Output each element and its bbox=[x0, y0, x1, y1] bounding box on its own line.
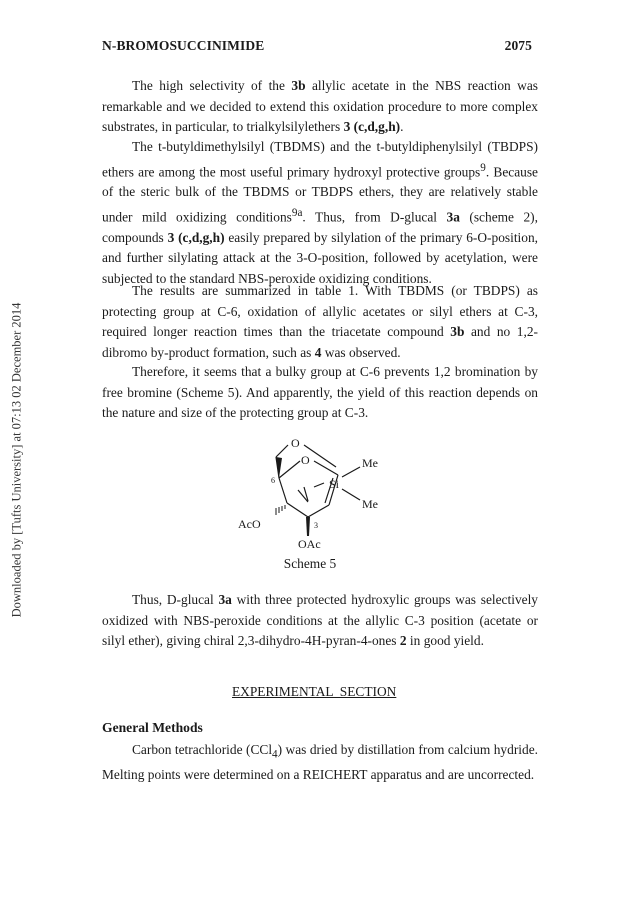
label-c6: 6 bbox=[271, 476, 275, 485]
p2-ref-3a: 3a bbox=[446, 209, 460, 225]
bond-si-me-top bbox=[342, 467, 360, 477]
scheme-caption: Scheme 5 bbox=[283, 556, 337, 571]
label-o-bridge: O bbox=[291, 436, 300, 450]
paragraph-2 bbox=[102, 137, 538, 289]
label-si: Si bbox=[329, 477, 340, 491]
paragraph-5 bbox=[102, 590, 538, 652]
hashed-bond-c4-oac bbox=[276, 505, 285, 515]
p3-text-e: was observed. bbox=[321, 344, 401, 360]
p2-text-g: easily prepared by silylation of the primary 6-O-position, and further silylating attack at the 3-O-position, followed by acetylation, were subjected to the standard NBS-peroxide oxidizing conditions. bbox=[102, 229, 538, 286]
p5-text-e: in good yield. bbox=[406, 633, 484, 648]
running-header bbox=[102, 38, 532, 54]
scheme-5-structure bbox=[228, 435, 398, 550]
paragraph-4 bbox=[102, 362, 538, 424]
wedge-bond-c3-oac bbox=[306, 517, 310, 536]
p5-ref-3a: 3a bbox=[218, 592, 232, 607]
bond-c4-c5 bbox=[279, 478, 287, 503]
gm-text-a: Carbon tetrachloride (CCl bbox=[132, 742, 273, 757]
p2-citation-9a: 9a bbox=[291, 206, 303, 219]
p1-text-a: The high selectivity of the bbox=[132, 78, 292, 93]
p3-ref-3b: 3b bbox=[450, 324, 465, 339]
label-c3: 3 bbox=[314, 521, 318, 530]
p2-text-b: . Because of the steric bulk of the TBDMS or TBDPS ethers, they are relatively stable under mild oxidizing conditions bbox=[102, 163, 539, 225]
label-me-top: Me bbox=[362, 456, 378, 470]
p4-text: Therefore, it seems that a bulky group at C-6 prevents 1,2 bromination by free bromine (Scheme 5). And apparently, the yield of this reaction depends on the nature and size of the protecting group at C-3. bbox=[102, 364, 538, 420]
general-methods-paragraph bbox=[102, 740, 538, 786]
bond-c5-o5 bbox=[279, 461, 300, 478]
p1-ref-3b: 3b bbox=[291, 78, 306, 93]
p2-citation-9: 9 bbox=[480, 161, 486, 174]
p5-ref-2: 2 bbox=[399, 633, 407, 648]
bond-c3-c4 bbox=[287, 503, 308, 517]
p2-text-e: (scheme 2), compounds bbox=[102, 209, 538, 245]
p2-ref-3cdgh: 3 (c,d,g,h) bbox=[167, 229, 225, 245]
gm-subscript-4: 4 bbox=[272, 748, 278, 761]
bond-si-me-bottom bbox=[342, 489, 360, 500]
p1-text-c: allylic acetate in the NBS reaction was remarkable and we decided to extend this oxidation procedure to more complex substrates, in particular, to trialkylsilylethers bbox=[102, 78, 538, 134]
p5-text-c: with three protected hydroxylic groups was selectively oxidized with NBS-peroxide conditions at the allylic C-3 position (acetate or silyl ether), giving chiral 2,3-dihydro-4H-pyran-4-ones bbox=[102, 592, 538, 648]
experimental-section-title: EXPERIMENTAL SECTION bbox=[232, 684, 397, 699]
bond-o3-si bbox=[314, 483, 324, 487]
label-oac: OAc bbox=[298, 537, 321, 550]
download-watermark bbox=[10, 290, 24, 630]
bond-c2-c3 bbox=[308, 505, 329, 517]
p5-text-a: Thus, D-glucal bbox=[132, 592, 219, 607]
journal-title: N-BROMOSUCCINIMIDE bbox=[102, 38, 265, 53]
paragraph-1 bbox=[102, 76, 538, 138]
download-watermark-text: Downloaded by [Tufts University] at 07:13 02 December 2014 bbox=[9, 302, 24, 618]
paragraph-3 bbox=[102, 281, 538, 363]
p2-text-c: . Thus, from D-glucal bbox=[302, 209, 447, 225]
p2-text-a: The t-butyldimethylsilyl (TBDMS) and the t-butyldiphenylsilyl (TBDPS) ethers are among the most useful primary hydroxyl protective groups bbox=[102, 139, 538, 179]
p1-ref-3cdgh: 3 (c,d,g,h) bbox=[343, 119, 401, 134]
gm-text-b: ) was dried by distillation from calcium hydride. Melting points were determined on a REICHERT apparatus and are uncorrected. bbox=[102, 742, 538, 783]
p3-ref-4: 4 bbox=[314, 344, 322, 360]
label-aco: AcO bbox=[238, 517, 261, 531]
label-o-ring: O bbox=[301, 453, 310, 467]
p3-text-a: The results are summarized in table 1. With TBDMS (or TBDPS) as protecting group at C-6, oxidation of allylic acetates or silyl ethers at C-3, required longer reaction times than the triacetate compound bbox=[102, 283, 538, 339]
page-number: 2075 bbox=[504, 38, 532, 53]
p3-text-c: and no 1,2-dibromo by-product formation, such as bbox=[102, 324, 538, 360]
label-me-bottom: Me bbox=[362, 497, 378, 511]
general-methods-heading: General Methods bbox=[102, 720, 203, 735]
bond-c6-o-bridge bbox=[276, 445, 288, 457]
bond-o5-c1 bbox=[314, 461, 338, 475]
p1-text-e: . bbox=[400, 119, 404, 134]
